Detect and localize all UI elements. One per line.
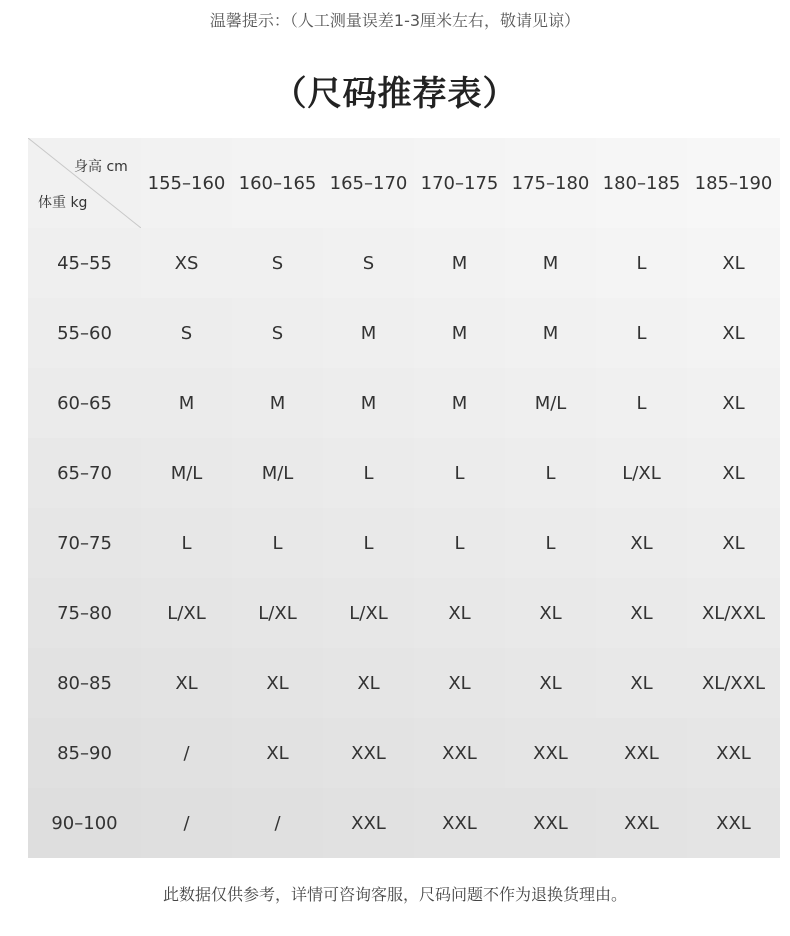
size-cell: L [596,298,687,368]
weight-axis-label: 体重 kg [38,195,88,211]
size-cell: M [323,368,414,438]
size-cell: L [596,228,687,298]
size-cell: XXL [596,718,687,788]
size-cell: XL [596,508,687,578]
size-cell: M [414,298,505,368]
size-cell: XL [414,578,505,648]
size-cell: L/XL [141,578,232,648]
size-cell: XL [232,718,323,788]
height-range-header: 170–175 [414,138,505,228]
size-cell: L/XL [232,578,323,648]
size-cell: XL [687,298,780,368]
size-chart-table [28,138,773,858]
size-cell: S [141,298,232,368]
size-cell: XXL [323,788,414,858]
size-cell: XL [505,648,596,718]
weight-range-header: 45–55 [28,228,141,298]
size-cell: L/XL [596,438,687,508]
height-range-header: 165–170 [323,138,414,228]
weight-range-header: 55–60 [28,298,141,368]
size-cell: XS [141,228,232,298]
height-range-header: 180–185 [596,138,687,228]
weight-range-header: 85–90 [28,718,141,788]
size-cell: L [414,508,505,578]
size-cell: / [141,718,232,788]
size-cell: XL [596,578,687,648]
weight-range-header: 75–80 [28,578,141,648]
size-cell: M [414,228,505,298]
size-cell: XL [687,228,780,298]
size-cell: L [414,438,505,508]
size-cell: XL/XXL [687,648,780,718]
size-cell: L [232,508,323,578]
size-cell: / [141,788,232,858]
height-range-header: 160–165 [232,138,323,228]
page-title: （尺码推荐表） [272,74,518,114]
weight-range-header: 65–70 [28,438,141,508]
size-cell: M/L [232,438,323,508]
size-cell: L [323,508,414,578]
diagonal-divider [28,138,141,228]
size-cell: S [232,228,323,298]
size-cell: L [505,508,596,578]
size-cell: XXL [414,718,505,788]
size-cell: L [323,438,414,508]
size-cell: / [232,788,323,858]
size-cell: XXL [505,788,596,858]
corner-header [28,138,141,228]
height-axis-label: 身高 cm [74,159,128,175]
size-cell: M [232,368,323,438]
weight-range-header: 70–75 [28,508,141,578]
size-notice: 温馨提示：（人工测量误差1-3厘米左右，敬请见谅） [209,11,581,30]
size-cell: XXL [505,718,596,788]
size-cell: XL [505,578,596,648]
size-cell: XL [141,648,232,718]
size-cell: XXL [414,788,505,858]
size-cell: XL [323,648,414,718]
weight-range-header: 90–100 [28,788,141,858]
size-cell: XL [687,368,780,438]
size-cell: XXL [323,718,414,788]
size-cell: XXL [596,788,687,858]
size-cell: M [505,298,596,368]
size-cell: L [505,438,596,508]
size-cell: M/L [141,438,232,508]
size-cell: M [505,228,596,298]
disclaimer-footer: 此数据仅供参考，详情可咨询客服，尺码问题不作为退换货理由。 [162,885,627,904]
size-cell: XXL [687,788,780,858]
size-cell: XL [687,508,780,578]
size-cell: XL [687,438,780,508]
size-cell: M [323,298,414,368]
size-cell: XL [414,648,505,718]
weight-range-header: 60–65 [28,368,141,438]
height-range-header: 185–190 [687,138,780,228]
weight-range-header: 80–85 [28,648,141,718]
size-cell: M [141,368,232,438]
size-cell: M [414,368,505,438]
size-cell: L/XL [323,578,414,648]
size-cell: L [596,368,687,438]
size-cell: M/L [505,368,596,438]
size-cell: XL/XXL [687,578,780,648]
height-range-header: 155–160 [141,138,232,228]
size-cell: XL [596,648,687,718]
size-cell: XL [232,648,323,718]
size-cell: S [323,228,414,298]
size-cell: S [232,298,323,368]
height-range-header: 175–180 [505,138,596,228]
size-cell: L [141,508,232,578]
size-cell: XXL [687,718,780,788]
